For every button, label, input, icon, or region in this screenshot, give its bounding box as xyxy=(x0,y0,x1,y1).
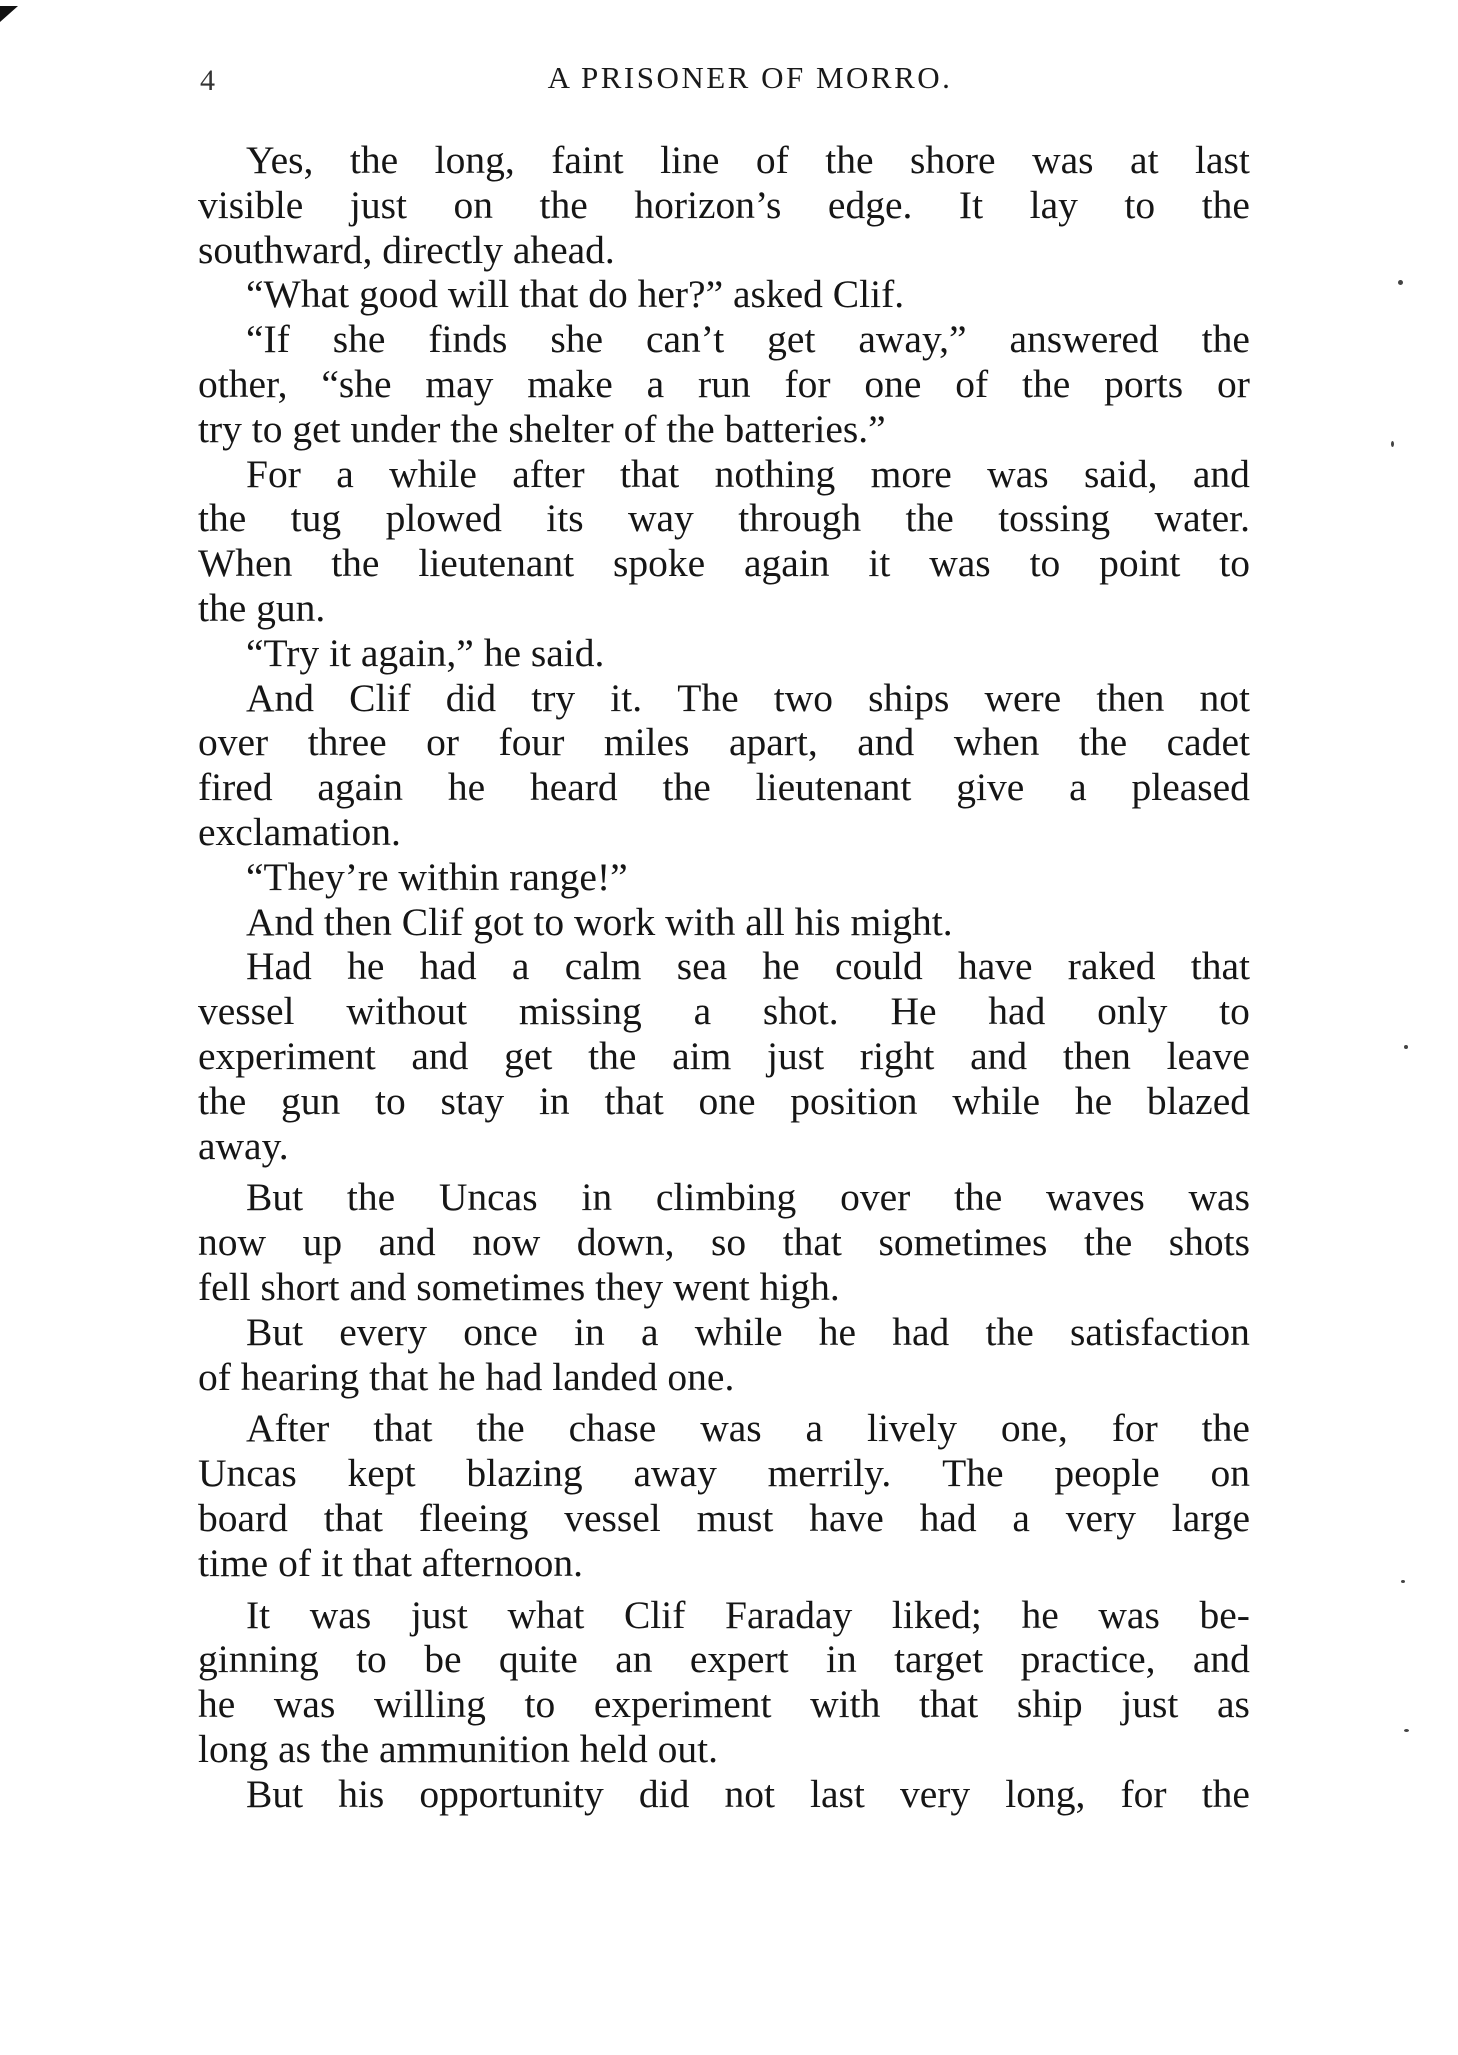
text-line: of hearing that he had landed one. xyxy=(198,1354,735,1399)
text-line: experiment and get the aim just right and then leave xyxy=(198,1033,1250,1078)
text-line: southward, directly ahead. xyxy=(198,227,615,272)
text-line: visible just on the horizon’s edge. It lay to the xyxy=(198,182,1250,227)
scan-speck xyxy=(1404,1045,1408,1049)
text-line: But every once in a while he had the satisfaction xyxy=(246,1309,1250,1354)
text-line: “Try it again,” he said. xyxy=(246,630,605,675)
text-line: try to get under the shelter of the batteries.” xyxy=(198,406,886,451)
text-line: But his opportunity did not last very long, for the xyxy=(246,1771,1250,1816)
text-line: After that the chase was a lively one, for the xyxy=(246,1406,1250,1451)
text-line: the tug plowed its way through the tossing water. xyxy=(198,496,1250,541)
text-line: away. xyxy=(198,1123,289,1168)
text-line: fired again he heard the lieutenant give a pleased xyxy=(198,765,1250,810)
text-line: Had he had a calm sea he could have raked that xyxy=(246,944,1250,989)
text-line: other, “she may make a run for one of the ports or xyxy=(198,361,1250,406)
text-line: But the Uncas in climbing over the waves was xyxy=(246,1175,1250,1220)
text-line: now up and now down, so that sometimes the shots xyxy=(198,1220,1250,1265)
text-line: And then Clif got to work with all his might. xyxy=(246,899,953,944)
text-line: over three or four miles apart, and when the cadet xyxy=(198,720,1250,765)
scan-speck xyxy=(1404,1729,1409,1732)
text-line: the gun to stay in that one position while he blazed xyxy=(198,1078,1250,1123)
text-line: Uncas kept blazing away merrily. The people on xyxy=(198,1451,1250,1496)
scan-speck xyxy=(1398,280,1403,285)
text-line: ginning to be quite an expert in target practice, and xyxy=(198,1637,1250,1682)
text-line: “They’re within range!” xyxy=(246,854,628,899)
scan-speck xyxy=(1401,1580,1405,1583)
page-number: 4 xyxy=(200,64,217,97)
text-line: And Clif did try it. The two ships were then not xyxy=(246,675,1250,720)
corner-crop-mark xyxy=(0,6,18,22)
text-line: long as the ammunition held out. xyxy=(198,1726,719,1771)
scan-speck xyxy=(1391,441,1394,447)
text-line: Yes, the long, faint line of the shore was at last xyxy=(246,138,1250,182)
text-line: It was just what Clif Faraday liked; he was be- xyxy=(246,1592,1250,1637)
text-line: For a while after that nothing more was said, and xyxy=(246,451,1250,496)
text-line: board that fleeing vessel must have had a very large xyxy=(198,1495,1250,1540)
text-line: When the lieutenant spoke again it was to point to xyxy=(198,541,1250,586)
text-line: time of it that afternoon. xyxy=(198,1540,584,1585)
text-line: he was willing to experiment with that ship just as xyxy=(198,1682,1250,1727)
running-head: A PRISONER OF MORRO. xyxy=(547,60,953,95)
body-text xyxy=(198,138,1250,1816)
text-line: the gun. xyxy=(198,585,326,630)
text-line: fell short and sometimes they went high. xyxy=(198,1264,840,1309)
text-line: “What good will that do her?” asked Clif. xyxy=(246,272,905,317)
text-line: “If she finds she can’t get away,” answered the xyxy=(246,317,1250,362)
text-line: exclamation. xyxy=(198,809,401,854)
text-line: vessel without missing a shot. He had only to xyxy=(198,989,1250,1034)
